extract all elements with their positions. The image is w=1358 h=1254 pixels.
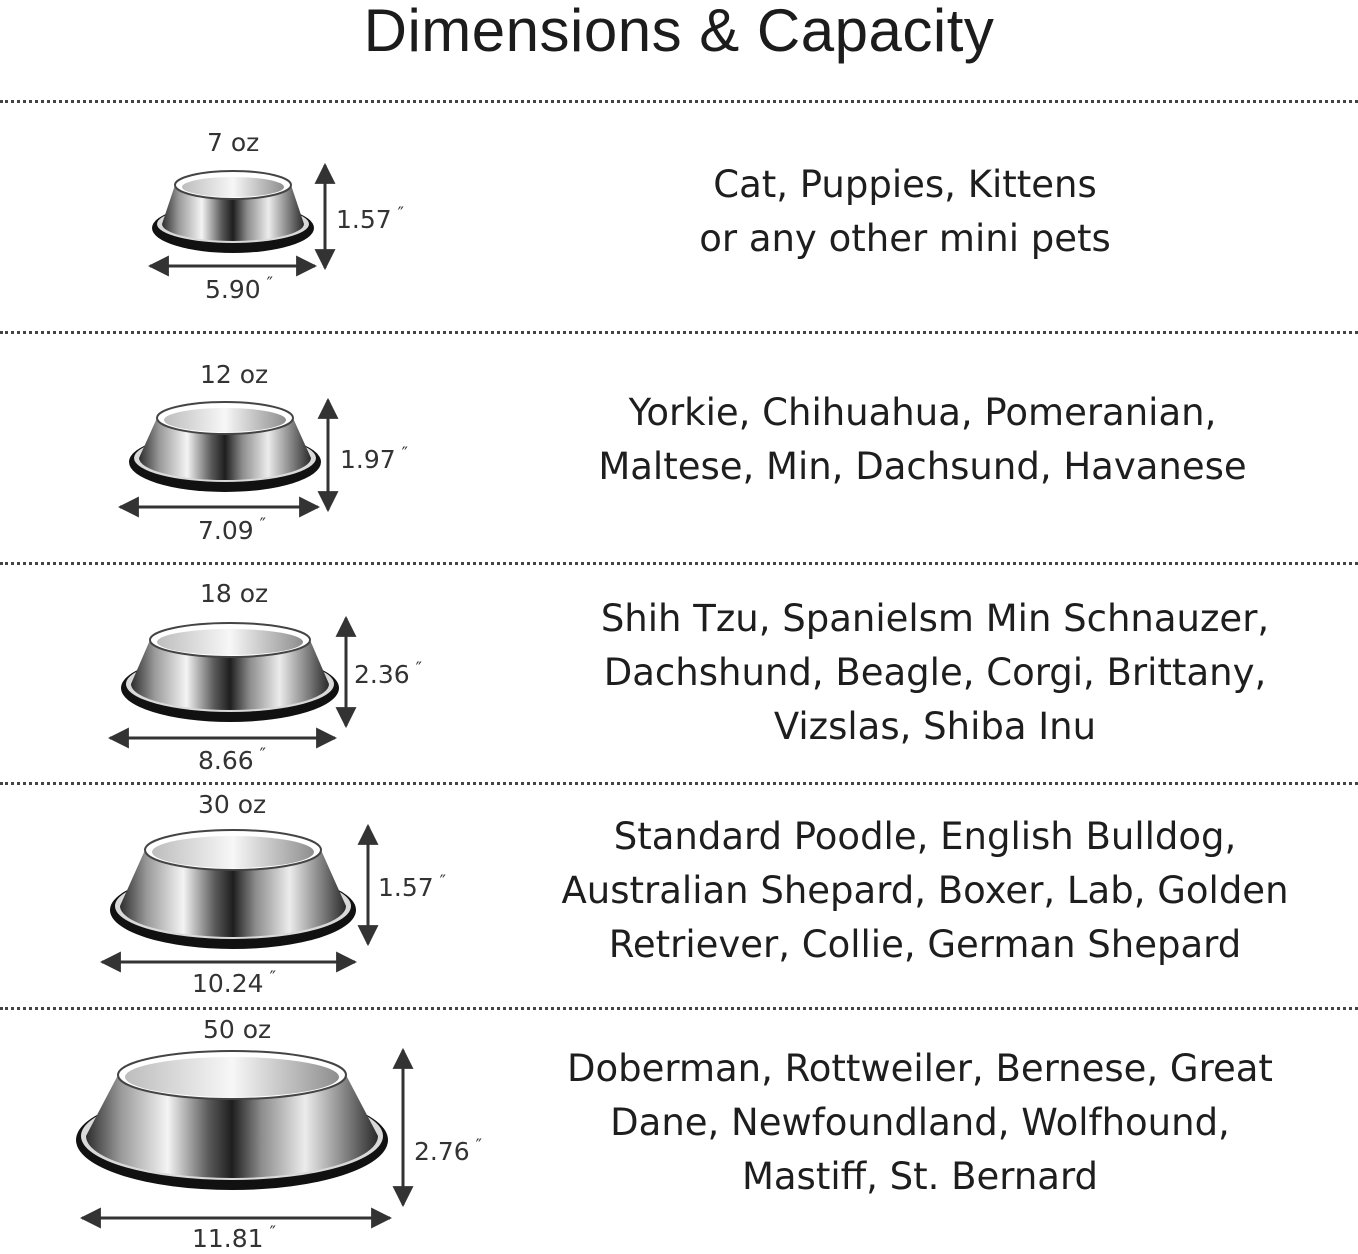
bowl-icon xyxy=(110,830,356,949)
height-label: 1.57 ″ xyxy=(336,204,405,234)
breed-list: Cat, Puppies, Kittens or any other mini pets xyxy=(699,163,1111,260)
width-label: 8.66 ″ xyxy=(198,745,267,775)
capacity-label: 50 oz xyxy=(203,1015,272,1044)
height-label: 2.36 ″ xyxy=(354,659,423,689)
height-label: 2.76 ″ xyxy=(414,1136,483,1166)
capacity-label: 12 oz xyxy=(200,360,269,389)
capacity-label: 30 oz xyxy=(198,790,267,819)
width-label: 10.24 ″ xyxy=(192,968,276,998)
bowl-icon xyxy=(152,171,314,253)
bowl-icon xyxy=(121,623,339,722)
width-label: 5.90 ″ xyxy=(205,274,274,304)
height-label: 1.57 ″ xyxy=(378,872,447,902)
page-title: Dimensions & Capacity xyxy=(363,0,995,64)
capacity-label: 7 oz xyxy=(207,128,260,157)
breed-list: Doberman, Rottweiler, Bernese, Great Dane, Newfoundland, Wolfhound, Mastiff, St. Bernard xyxy=(567,1047,1273,1198)
capacity-label: 18 oz xyxy=(200,579,269,608)
height-label: 1.97 ″ xyxy=(340,444,409,474)
width-label: 7.09 ″ xyxy=(198,515,267,545)
breed-list: Standard Poodle, English Bulldog, Australian Shepard, Boxer, Lab, Golden Retriever, Collie, German Shepard xyxy=(561,815,1289,966)
bowl-icon xyxy=(76,1051,388,1190)
breed-list: Yorkie, Chihuahua, Pomeranian, Maltese, Min, Dachsund, Havanese xyxy=(598,391,1247,488)
breed-list: Shih Tzu, Spanielsm Min Schnauzer, Dachshund, Beagle, Corgi, Brittany, Vizslas, Shiba Inu xyxy=(600,597,1270,748)
bowl-icon xyxy=(129,402,321,492)
width-label: 11.81 ″ xyxy=(192,1223,276,1253)
